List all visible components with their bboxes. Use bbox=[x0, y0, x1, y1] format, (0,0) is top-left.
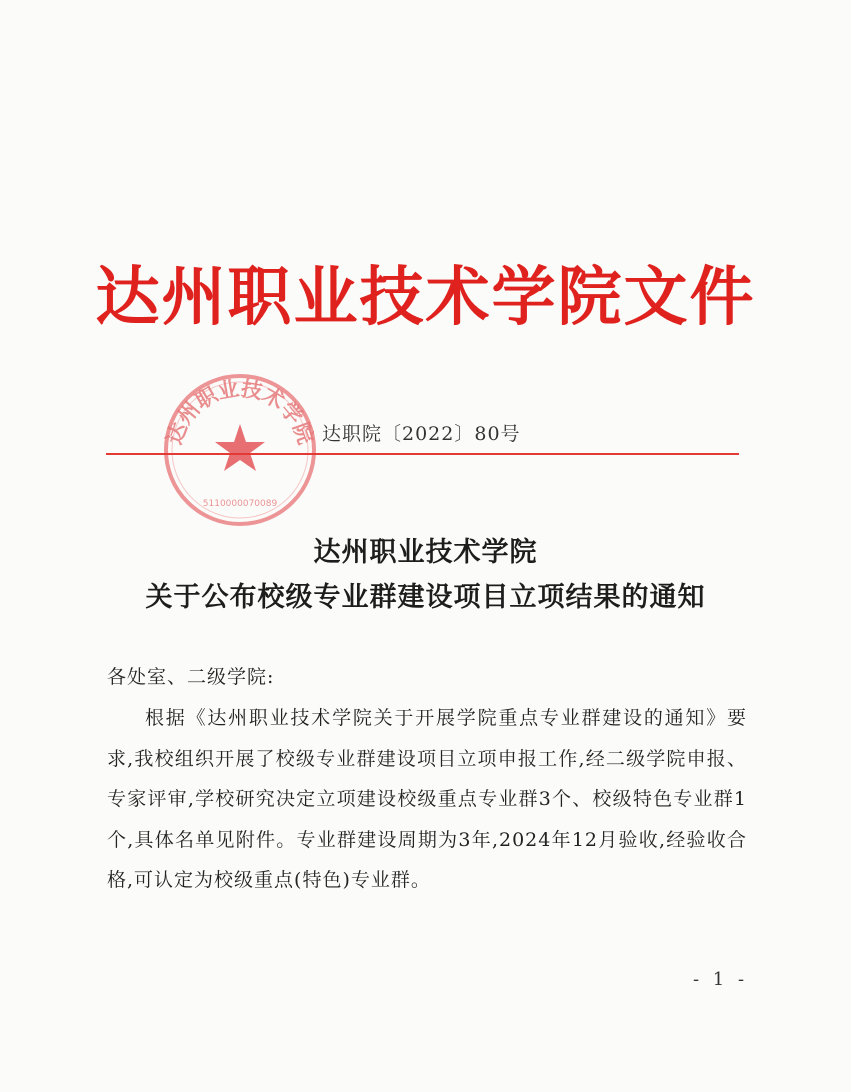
svg-text:5110000070089: 5110000070089 bbox=[202, 499, 278, 509]
page-number: - 1 - bbox=[693, 969, 749, 990]
document-number: 达职院〔2022〕80号 bbox=[322, 423, 521, 445]
body-text bbox=[107, 698, 747, 901]
notice-title-line1: 达州职业技术学院 bbox=[313, 537, 538, 568]
seal-text: 达州职业技术学院 bbox=[161, 375, 319, 448]
salutation: 各处室、二级学院: bbox=[107, 666, 275, 688]
document-header-title: 达州职业技术学院文件 bbox=[95, 261, 756, 335]
body-paragraph: 根据《达州职业技术学院关于开展学院重点专业群建设的通知》要求,我校组织开展了校级专业群建设项目立项申报工作,经二级学院申报、专家评审,学校研究决定立项建设校级重点专业群3个、校级特色专业群1个,具体名单见附件。专业群建设周期为3年,2024年12月验收,经验收合格,可认定为校级重点(特色)专业群。 bbox=[107, 707, 747, 891]
red-divider-line bbox=[106, 453, 739, 455]
notice-title-line2: 关于公布校级专业群建设项目立项结果的通知 bbox=[145, 582, 706, 613]
official-seal bbox=[152, 370, 328, 526]
